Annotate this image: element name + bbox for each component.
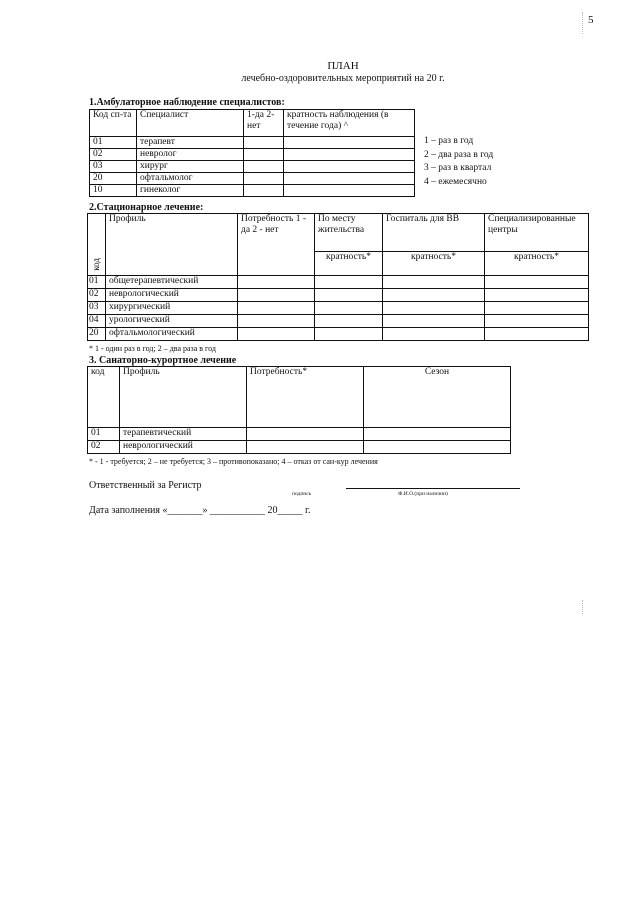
page-title: ПЛАН bbox=[327, 60, 359, 72]
need-cell[interactable] bbox=[244, 161, 284, 173]
table-row bbox=[88, 276, 589, 289]
row-code: 02 bbox=[88, 289, 106, 302]
hospital-cell[interactable] bbox=[383, 276, 485, 289]
hospital-cell[interactable] bbox=[383, 315, 485, 328]
section1-heading: 1.Амбулаторное наблюдение специалистов: bbox=[89, 97, 285, 108]
special-cell[interactable] bbox=[485, 302, 589, 315]
row-code: 03 bbox=[90, 161, 137, 173]
header-hospital: Госпиталь для ВВ bbox=[383, 214, 485, 252]
season-cell[interactable] bbox=[364, 428, 511, 441]
header-multiplicity: кратность* bbox=[383, 252, 485, 276]
row-name: хирургический bbox=[106, 302, 238, 315]
row-name: урологический bbox=[106, 315, 238, 328]
table-row bbox=[88, 302, 589, 315]
table-row bbox=[90, 161, 415, 173]
frequency-cell[interactable] bbox=[284, 149, 415, 161]
row-name: неврологический bbox=[106, 289, 238, 302]
residence-cell[interactable] bbox=[315, 315, 383, 328]
row-name: невролог bbox=[137, 149, 244, 161]
special-cell[interactable] bbox=[485, 276, 589, 289]
legend-item: 2 – два раза в год bbox=[424, 149, 494, 160]
row-code: 10 bbox=[90, 185, 137, 197]
section3-note: * - 1 - требуется; 2 – не требуется; 3 – противопоказано; 4 – отказ от сан-кур лечения bbox=[89, 457, 378, 466]
residence-cell[interactable] bbox=[315, 302, 383, 315]
special-cell[interactable] bbox=[485, 328, 589, 341]
header-season: Сезон bbox=[364, 367, 511, 428]
row-code: 01 bbox=[88, 428, 120, 441]
header-frequency: кратность наблюдения (в течение года) ^ bbox=[284, 110, 415, 137]
hospital-cell[interactable] bbox=[383, 302, 485, 315]
row-name: офтальмологический bbox=[106, 328, 238, 341]
legend-item: 1 – раз в год bbox=[424, 136, 474, 146]
need-cell[interactable] bbox=[238, 328, 315, 341]
section3-heading: 3. Санаторно-курортное лечение bbox=[89, 355, 237, 366]
header-profile: Профиль bbox=[120, 367, 247, 428]
table-row bbox=[88, 315, 589, 328]
section2-heading: 2.Стационарное лечение: bbox=[89, 202, 204, 213]
hospital-cell[interactable] bbox=[383, 289, 485, 302]
header-profile: Профиль bbox=[106, 214, 238, 276]
residence-cell[interactable] bbox=[315, 328, 383, 341]
section2-table bbox=[87, 213, 589, 341]
season-cell[interactable] bbox=[364, 441, 511, 454]
table-row bbox=[90, 185, 415, 197]
row-name: терапевт bbox=[137, 137, 244, 149]
row-name: терапевтический bbox=[120, 428, 247, 441]
table-row bbox=[90, 173, 415, 185]
section1-table bbox=[89, 109, 415, 197]
signature-caption: подпись bbox=[292, 491, 312, 497]
page-edge-mark bbox=[582, 12, 583, 34]
header-multiplicity: кратность* bbox=[485, 252, 589, 276]
page-edge-mark bbox=[582, 600, 583, 614]
header-code: код bbox=[88, 367, 120, 428]
residence-cell[interactable] bbox=[315, 276, 383, 289]
header-code: код bbox=[88, 214, 106, 276]
need-cell[interactable] bbox=[244, 149, 284, 161]
row-name: общетерапевтический bbox=[106, 276, 238, 289]
fill-date[interactable]: Дата заполнения «_______» ___________ 20_____ г. bbox=[89, 505, 311, 516]
special-cell[interactable] bbox=[485, 289, 589, 302]
frequency-cell[interactable] bbox=[284, 137, 415, 149]
residence-cell[interactable] bbox=[315, 289, 383, 302]
header-special-centers: Специализированные центры bbox=[485, 214, 589, 252]
frequency-cell[interactable] bbox=[284, 173, 415, 185]
row-code: 02 bbox=[88, 441, 120, 454]
row-name: хирург bbox=[137, 161, 244, 173]
table-row bbox=[88, 441, 511, 454]
header-need: Потребность 1 - да 2 - нет bbox=[238, 214, 315, 276]
header-residence: По месту жительства bbox=[315, 214, 383, 252]
need-cell[interactable] bbox=[244, 137, 284, 149]
need-cell[interactable] bbox=[247, 441, 364, 454]
need-cell[interactable] bbox=[238, 289, 315, 302]
header-specialist: Специалист bbox=[137, 110, 244, 137]
frequency-legend bbox=[424, 135, 493, 189]
row-code: 20 bbox=[90, 173, 137, 185]
row-name: неврологический bbox=[120, 441, 247, 454]
header-need: Потребность* bbox=[247, 367, 364, 428]
page-number: 5 bbox=[588, 14, 594, 26]
need-cell[interactable] bbox=[238, 302, 315, 315]
table-row bbox=[88, 428, 511, 441]
row-name: гинеколог bbox=[137, 185, 244, 197]
special-cell[interactable] bbox=[485, 315, 589, 328]
row-code: 02 bbox=[90, 149, 137, 161]
need-cell[interactable] bbox=[244, 173, 284, 185]
legend-item: 4 – ежемесячно bbox=[424, 176, 487, 187]
table-row bbox=[88, 289, 589, 302]
header-multiplicity: кратность* bbox=[315, 252, 383, 276]
need-cell[interactable] bbox=[238, 276, 315, 289]
table-row bbox=[88, 328, 589, 341]
need-cell[interactable] bbox=[247, 428, 364, 441]
hospital-cell[interactable] bbox=[383, 328, 485, 341]
need-cell[interactable] bbox=[244, 185, 284, 197]
table-row bbox=[90, 137, 415, 149]
frequency-cell[interactable] bbox=[284, 161, 415, 173]
section3-table bbox=[87, 366, 511, 454]
section2-note: * 1 - один раз в год; 2 – два раза в год bbox=[89, 344, 216, 353]
page-subtitle: лечебно-оздоровительных мероприятий на 20 г. bbox=[241, 73, 445, 84]
row-code: 03 bbox=[88, 302, 106, 315]
name-caption: Ф.И.О.(при наличии) bbox=[398, 491, 448, 497]
header-need: 1-да 2-нет bbox=[244, 110, 284, 137]
header-code: Код сп-та bbox=[90, 110, 137, 137]
row-name: офтальмолог bbox=[137, 173, 244, 185]
table-row bbox=[90, 149, 415, 161]
frequency-cell[interactable] bbox=[284, 185, 415, 197]
legend-item: 3 – раз в квартал bbox=[424, 163, 492, 173]
row-code: 01 bbox=[90, 137, 137, 149]
row-code: 01 bbox=[88, 276, 106, 289]
signature-line[interactable] bbox=[346, 488, 520, 489]
responsible-label: Ответственный за Регистр bbox=[89, 480, 202, 491]
row-code: 04 bbox=[88, 315, 106, 328]
row-code: 20 bbox=[88, 328, 106, 341]
need-cell[interactable] bbox=[238, 315, 315, 328]
